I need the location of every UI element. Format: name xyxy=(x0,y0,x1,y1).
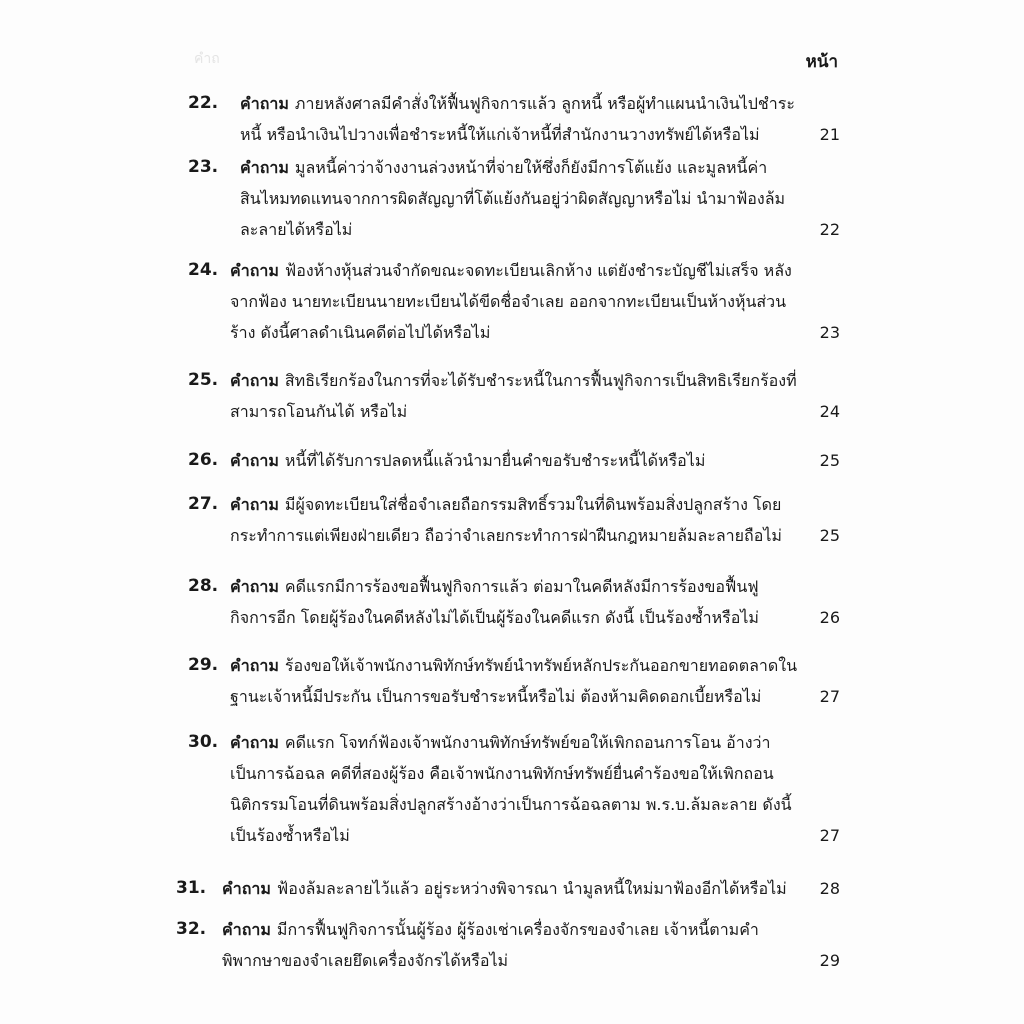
entry-number: 25. xyxy=(188,370,219,390)
toc-entry-24[interactable] xyxy=(188,255,840,348)
entry-page-number: 22 xyxy=(819,220,840,239)
entry-text: มีผู้จดทะเบียนใส่ชื่อจำเลยถือกรรมสิทธิ์รวมในที่ดินพร้อมสิ่งปลูกสร้าง โดยกระทำการแต่เพียงฝ่ายเดียว ถือว่าจำเลยกระทำการฝ่าฝืนกฎหมายล้มละลายถือไม่ xyxy=(230,495,782,545)
bleed-through-text: คำถ xyxy=(194,51,220,67)
entry-label: คำถาม xyxy=(240,158,289,177)
entry-page-number: 27 xyxy=(819,687,840,706)
entry-label: คำถาม xyxy=(230,577,279,596)
entry-label: คำถาม xyxy=(230,495,279,514)
entry-page-number: 27 xyxy=(819,826,840,845)
toc-entry-31[interactable] xyxy=(176,873,840,904)
toc-entry-28[interactable] xyxy=(188,571,840,633)
entry-page-number: 25 xyxy=(819,451,840,470)
toc-entry-30[interactable] xyxy=(188,727,840,851)
entry-text: สิทธิเรียกร้องในการที่จะได้รับชำระหนี้ในการฟื้นฟูกิจการเป็นสิทธิเรียกร้องที่สามารถโอนกันได้ หรือไม่ xyxy=(230,371,797,421)
page-column-header: หน้า xyxy=(805,52,838,72)
entry-number: 28. xyxy=(188,576,219,596)
entry-number: 29. xyxy=(188,655,219,675)
entry-number: 24. xyxy=(188,260,219,280)
entry-label: คำถาม xyxy=(230,371,279,390)
entry-label: คำถาม xyxy=(222,879,271,898)
entry-number: 31. xyxy=(176,878,207,898)
entry-text: ฟ้องห้างหุ้นส่วนจำกัดขณะจดทะเบียนเลิกห้าง แต่ยังชำระบัญชีไม่เสร็จ หลังจากฟ้อง นายทะเบียนนายทะเบียนได้ขีดชื่อจำเลย ออกจากทะเบียนเป็นห้างหุ้นส่วนร้าง ดังนี้ศาลดำเนินคดีต่อไปได้หรือไม่ xyxy=(230,261,792,342)
toc-entry-27[interactable] xyxy=(188,489,840,551)
toc-entry-25[interactable] xyxy=(188,365,840,427)
entry-text: ฟ้องล้มละลายไว้แล้ว อยู่ระหว่างพิจารณา นำมูลหนี้ใหม่มาฟ้องอีกได้หรือไม่ xyxy=(276,879,787,898)
toc-entry-26[interactable] xyxy=(188,445,840,476)
entry-text: ร้องขอให้เจ้าพนักงานพิทักษ์ทรัพย์นำทรัพย์หลักประกันออกขายทอดตลาดในฐานะเจ้าหนี้มีประกัน เป็นการขอรับชำระหนี้หรือไม่ ต้องห้ามคิดดอกเบี้ยหรือไม่ xyxy=(230,656,798,706)
entry-number: 23. xyxy=(188,157,219,177)
entry-page-number: 23 xyxy=(819,323,840,342)
entry-text: คดีแรก โจทก์ฟ้องเจ้าพนักงานพิทักษ์ทรัพย์ขอให้เพิกถอนการโอน อ้างว่าเป็นการฉ้อฉล คดีที่สองผู้ร้อง คือเจ้าพนักงานพิทักษ์ทรัพย์ยื่นคำร้องขอให้เพิกถอนนิติกรรมโอนที่ดินพร้อมสิ่งปลูกสร้างอ้างว่าเป็นการฉ้อฉลตาม พ.ร.บ.ล้มละลาย ดังนี้เป็นร้องซ้ำหรือไม่ xyxy=(230,733,792,845)
entry-text: ภายหลังศาลมีคำสั่งให้ฟื้นฟูกิจการแล้ว ลูกหนี้ หรือผู้ทำแผนนำเงินไปชำระหนี้ หรือนำเงินไปวางเพื่อชำระหนี้ให้แก่เจ้าหนี้ที่สำนักงานวางทรัพย์ได้หรือไม่ xyxy=(240,94,795,144)
entry-label: คำถาม xyxy=(240,94,289,113)
toc-entry-32[interactable] xyxy=(176,914,840,976)
entry-label: คำถาม xyxy=(230,733,279,752)
entry-text: มีการฟื้นฟูกิจการนั้นผู้ร้อง ผู้ร้องเช่าเครื่องจักรของจำเลย เจ้าหนี้ตามคำพิพากษาของจำเลยยึดเครื่องจักรได้หรือไม่ xyxy=(222,920,759,970)
entry-number: 26. xyxy=(188,450,219,470)
entry-page-number: 29 xyxy=(819,951,840,970)
entry-page-number: 24 xyxy=(819,402,840,421)
entry-page-number: 26 xyxy=(819,608,840,627)
entry-number: 22. xyxy=(188,93,219,113)
entry-text: หนี้ที่ได้รับการปลดหนี้แล้วนำมายื่นคำขอรับชำระหนี้ได้หรือไม่ xyxy=(284,451,706,470)
toc-entry-29[interactable] xyxy=(188,650,840,712)
entry-number: 27. xyxy=(188,494,219,514)
entry-label: คำถาม xyxy=(222,920,271,939)
entry-page-number: 25 xyxy=(819,526,840,545)
toc-entry-23[interactable] xyxy=(188,152,840,245)
entry-label: คำถาม xyxy=(230,261,279,280)
toc-entry-22[interactable] xyxy=(188,88,840,150)
entry-number: 32. xyxy=(176,919,207,939)
entry-text: คดีแรกมีการร้องขอฟื้นฟูกิจการแล้ว ต่อมาในคดีหลังมีการร้องขอฟื้นฟูกิจการอีก โดยผู้ร้องในคดีหลังไม่ได้เป็นผู้ร้องในคดีแรก ดังนี้ เป็นร้องซ้ำหรือไม่ xyxy=(230,577,759,627)
entry-label: คำถาม xyxy=(230,451,279,470)
entry-label: คำถาม xyxy=(230,656,279,675)
entry-text: มูลหนี้ค่าว่าจ้างงานล่วงหน้าที่จ่ายให้ซึ่งก็ยังมีการโต้แย้ง และมูลหนี้ค่าสินไหมทดแทนจากการผิดสัญญาที่โต้แย้งกันอยู่ว่าผิดสัญญาหรือไม่ นำมาฟ้องล้มละลายได้หรือไม่ xyxy=(240,158,786,239)
entry-page-number: 21 xyxy=(819,125,840,144)
entry-page-number: 28 xyxy=(819,879,840,898)
entry-number: 30. xyxy=(188,732,219,752)
